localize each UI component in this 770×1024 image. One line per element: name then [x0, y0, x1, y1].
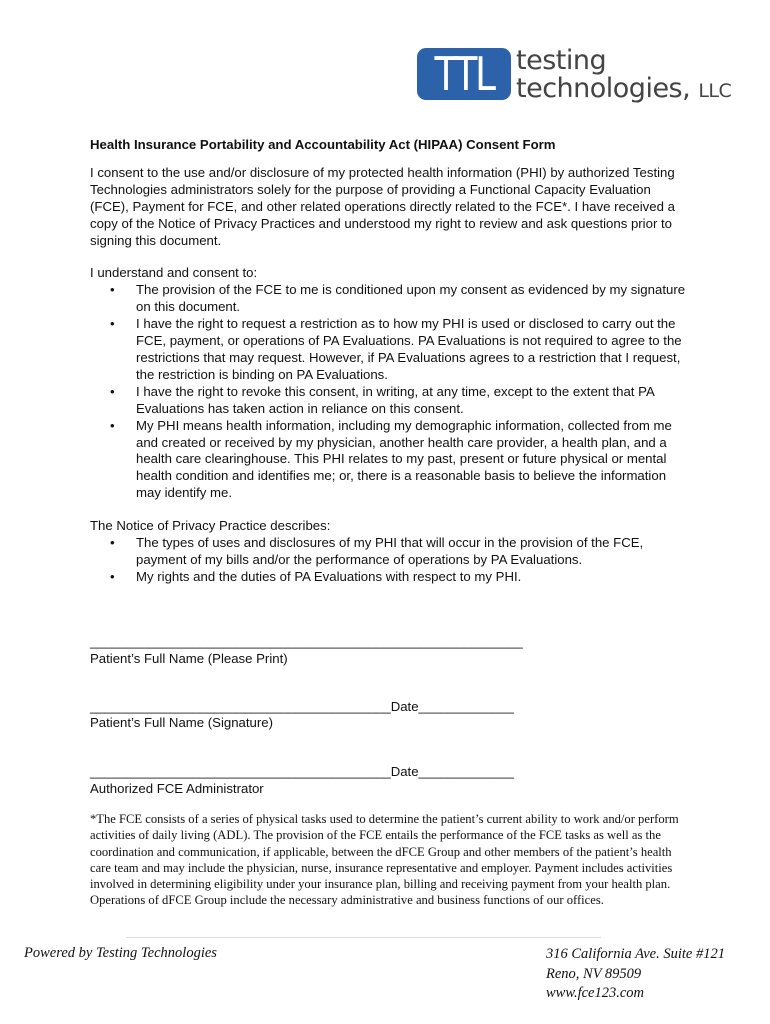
notice-heading: The Notice of Privacy Practice describes:	[90, 518, 331, 534]
consent-heading: I understand and consent to:	[90, 265, 258, 281]
list-item	[90, 316, 690, 384]
company-address	[546, 945, 725, 1004]
logo-line-1: testing	[516, 45, 607, 76]
bullet-icon: •	[110, 417, 115, 433]
bullet-icon: •	[110, 535, 115, 551]
admin-label: Authorized FCE Administrator	[90, 781, 264, 796]
company-logo	[417, 46, 737, 104]
list-item	[90, 418, 690, 503]
signature-label: Patient’s Full Name (Signature)	[90, 715, 273, 730]
address-line-2: Reno, NV 89509	[546, 965, 642, 982]
list-item-text: The provision of the FCE to me is conditioned upon my consent as evidenced by my signature on this document.	[136, 282, 686, 315]
list-item	[90, 384, 690, 418]
notice-list	[90, 535, 690, 586]
list-item	[90, 282, 690, 316]
list-item-text: I have the right to revoke this consent, in writing, at any time, except to the extent that PA Evaluations has taken action in reliance on this consent.	[136, 383, 655, 416]
list-item-text: The types of uses and disclosures of my PHI that will occur in the provision of the FCE, payment of my bills and/or the performance of operations by PA Evaluations.	[136, 535, 644, 567]
list-item	[90, 535, 690, 569]
logo-line-2-text: technologies,	[516, 73, 691, 104]
logo-mark-text: TTL	[434, 47, 494, 101]
list-item	[90, 569, 690, 586]
print-name-line[interactable]: ___________________________________________________________	[90, 634, 523, 649]
intro-paragraph: I consent to the use and/or disclosure of my protected health information (PHI) by authorized Testing Technologies administrators solely for the purpose of providing a Functional Capacity Evaluation (FCE), Payment for FCE, and other related operations directly related to the FCE*. I have received a copy of the Notice of Privacy Practices and understood my right to review and ask questions prior to signing this document.	[90, 164, 675, 248]
logo-mark	[417, 48, 511, 100]
list-item-text: My PHI means health information, including my demographic information, collected from me and created or received by my physician, another health care provider, a health plan, and a health care clearinghouse. This PHI relates to my past, present or future physical or mental health condition and identifies me; or, there is a reasonable basis to believe the information may identify me.	[136, 417, 672, 501]
fce-footnote: *The FCE consists of a series of physical tasks used to determine the patient’s current ability to work and/or perform activities of daily living (ADL). The provision of the FCE entails the performance of the FCE tasks as well as the coordination and communication, if applicable, between the dFCE Group and other members of the patient’s health care team and may include the physician, nurse, insurance representative and employer. Payment includes activities involved in determining eligibility under your insurance plan, billing and receiving payment from your health plan. Operations of dFCE Group include the necessary administrative and business functions of our offices.	[90, 812, 679, 908]
powered-by-text: Powered by Testing Technologies	[24, 945, 217, 961]
bullet-icon: •	[110, 282, 115, 298]
signature-date-line[interactable]: _________________________________________Date_____________	[90, 699, 514, 714]
footer-divider	[126, 937, 601, 938]
logo-suffix: LLC	[698, 80, 732, 102]
consent-list	[90, 282, 690, 502]
print-name-label: Patient’s Full Name (Please Print)	[90, 651, 288, 666]
admin-date-line[interactable]: _________________________________________Date_____________	[90, 764, 514, 779]
bullet-icon: •	[110, 383, 115, 399]
bullet-icon: •	[110, 568, 115, 584]
bullet-icon: •	[110, 316, 115, 332]
consent-form-body	[90, 137, 690, 586]
list-item-text: My rights and the duties of PA Evaluations with respect to my PHI.	[136, 568, 522, 584]
logo-line-2	[516, 73, 731, 104]
address-line-1: 316 California Ave. Suite #121	[546, 946, 725, 962]
list-item-text: I have the right to request a restriction as to how my PHI is used or disclosed to carry out the FCE, payment, or operations of PA Evaluations. PA Evaluations is not required to agree to the restrictions that may request. However, if PA Evaluations agrees to a restriction that I request, the restriction is binding on PA Evaluations.	[136, 316, 682, 382]
website-link[interactable]: www.fce123.com	[546, 985, 644, 1001]
form-title: Health Insurance Portability and Accountability Act (HIPAA) Consent Form	[90, 137, 556, 152]
